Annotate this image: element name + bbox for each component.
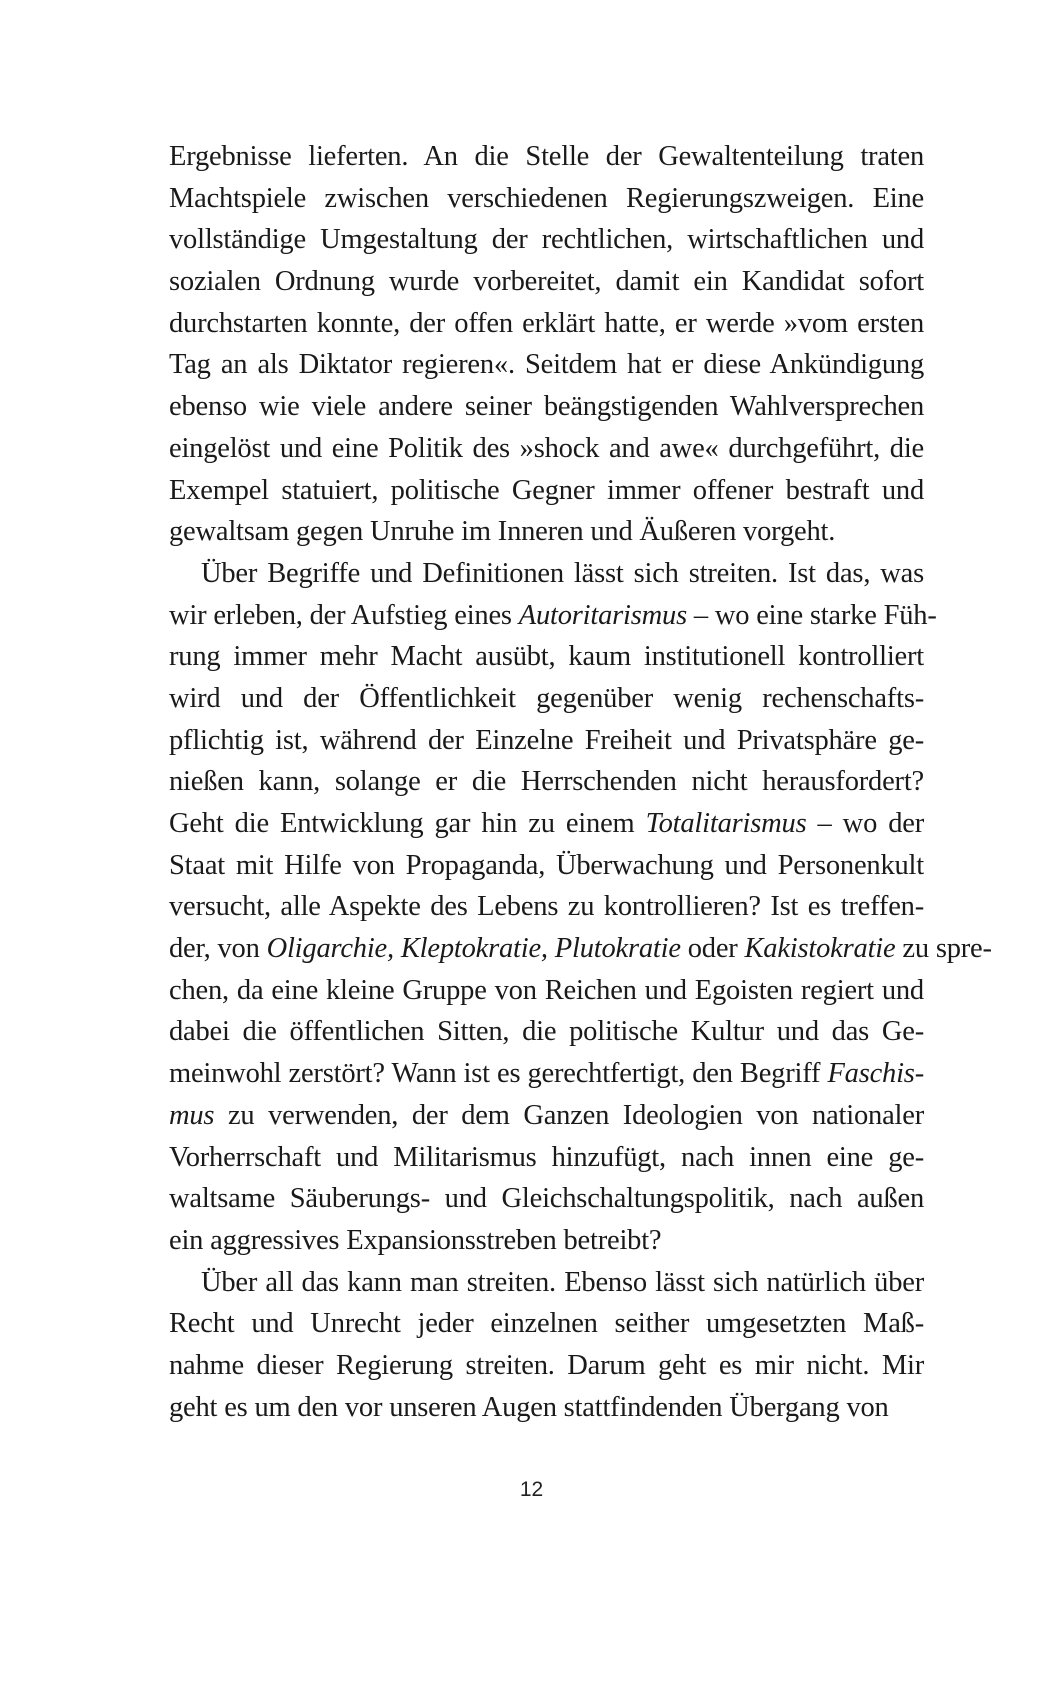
text-run: Exempel statuiert, politische Gegner immer offener bestraft und [169,474,924,506]
text-run: nahme dieser Regierung streiten. Darum geht es mir nicht. Mir [169,1349,924,1381]
text-run: Ergebnisse lieferten. An die Stelle der Gewaltenteilung traten [169,141,924,172]
text-line [169,178,924,220]
paragraph [169,136,924,553]
text-line [169,303,924,345]
text-run: Vorherrschaft und Militarismus hinzufügt, nach innen eine ge- [169,1141,924,1173]
text-line [169,1178,924,1220]
text-line [169,553,924,595]
italic-term: mus [169,1099,215,1131]
text-line [169,886,924,928]
text-run: dabei die öffentlichen Sitten, die politische Kultur und das Ge- [169,1016,924,1048]
text-run: wir erleben, der Aufstieg eines [169,599,519,631]
text-line [169,136,924,178]
text-line [169,1262,924,1304]
text-line [169,720,924,762]
text-line [169,428,924,470]
text-run: versucht, alle Aspekte des Lebens zu kontrollieren? Ist es treffen- [169,891,924,923]
text-run: durchstarten konnte, der offen erklärt hatte, er werde »vom ersten [169,307,924,339]
text-line [169,1053,924,1095]
text-line [169,1220,924,1262]
text-run: gewaltsam gegen Unruhe im Inneren und Äußeren vorgeht. [169,516,836,548]
text-run: chen, da eine kleine Gruppe von Reichen und Egoisten regiert und [169,974,924,1006]
text-line [169,344,924,386]
text-run: oder [680,933,745,965]
italic-term: Oligarchie, Kleptokratie, Plutokratie [266,933,681,965]
text-line [169,1387,924,1429]
text-line [169,928,992,970]
text-line [169,219,924,261]
text-line [169,1137,924,1179]
italic-term: Faschis- [827,1058,924,1090]
text-line [169,1303,924,1345]
text-run: Über Begriffe und Definitionen lässt sich streiten. Ist das, was [201,557,924,589]
text-run: Staat mit Hilfe von Propaganda, Überwachung und Personenkult [169,849,924,881]
text-run: waltsame Säuberungs- und Gleichschaltungspolitik, nach außen [169,1183,924,1215]
text-run: ebenso wie viele andere seiner beängstigenden Wahlversprechen [169,391,924,423]
italic-term: Autoritarismus [518,599,687,631]
italic-term: Totalitarismus [645,808,807,839]
text-line [169,511,924,553]
text-run: zu spre- [895,933,992,965]
text-line [169,470,924,512]
text-run: sozialen Ordnung wurde vorbereitet, damit ein Kandidat sofort [169,266,924,298]
italic-term: Kakistokratie [744,933,896,965]
body-text [169,136,992,1428]
text-run: – wo der [806,808,924,839]
text-run: nießen kann, solange er die Herrschenden nicht herausfordert? [169,766,924,798]
text-run: rung immer mehr Macht ausübt, kaum institutionell kontrolliert [169,641,924,673]
text-run: der, von [169,933,267,965]
text-run: – wo eine starke Füh- [686,599,937,631]
text-line [169,845,924,887]
text-run: wird und der Öffentlichkeit gegenüber wenig rechenschafts- [169,682,924,714]
text-run: pflichtig ist, während der Einzelne Freiheit und Privatsphäre ge- [169,724,924,756]
paragraph [169,553,992,1262]
text-run: meinwohl zerstört? Wann ist es gerechtfertigt, den Begriff [169,1058,828,1090]
text-run: ein aggressives Expansionsstreben betreibt? [169,1224,662,1256]
text-line [169,970,924,1012]
text-run: Recht und Unrecht jeder einzelnen seither umgesetzten Maß- [169,1308,924,1340]
text-run: vollständige Umgestaltung der rechtlichen, wirtschaftlichen und [169,224,924,256]
text-line [169,678,924,720]
text-line [169,803,924,845]
text-run: Über all das kann man streiten. Ebenso lässt sich natürlich über [201,1266,924,1298]
text-line [169,1095,924,1137]
text-run: geht es um den vor unseren Augen stattfindenden Übergang von [169,1391,889,1423]
text-line [169,1011,924,1053]
text-run: Geht die Entwicklung gar hin zu einem [169,808,646,839]
text-run: Machtspiele zwischen verschiedenen Regierungszweigen. Eine [169,182,924,214]
text-line [169,636,924,678]
text-run: zu verwenden, der dem Ganzen Ideologien von nationaler [214,1099,924,1131]
text-line [169,261,924,303]
page-number: 12 [519,1478,544,1501]
text-line [169,386,924,428]
text-line [169,1345,924,1387]
paragraph [169,1262,924,1429]
text-line [169,595,937,637]
text-run: eingelöst und eine Politik des »shock and awe« durchgeführt, die [169,432,924,464]
text-run: Tag an als Diktator regieren«. Seitdem hat er diese Ankündigung [169,349,924,381]
text-line [169,761,924,803]
